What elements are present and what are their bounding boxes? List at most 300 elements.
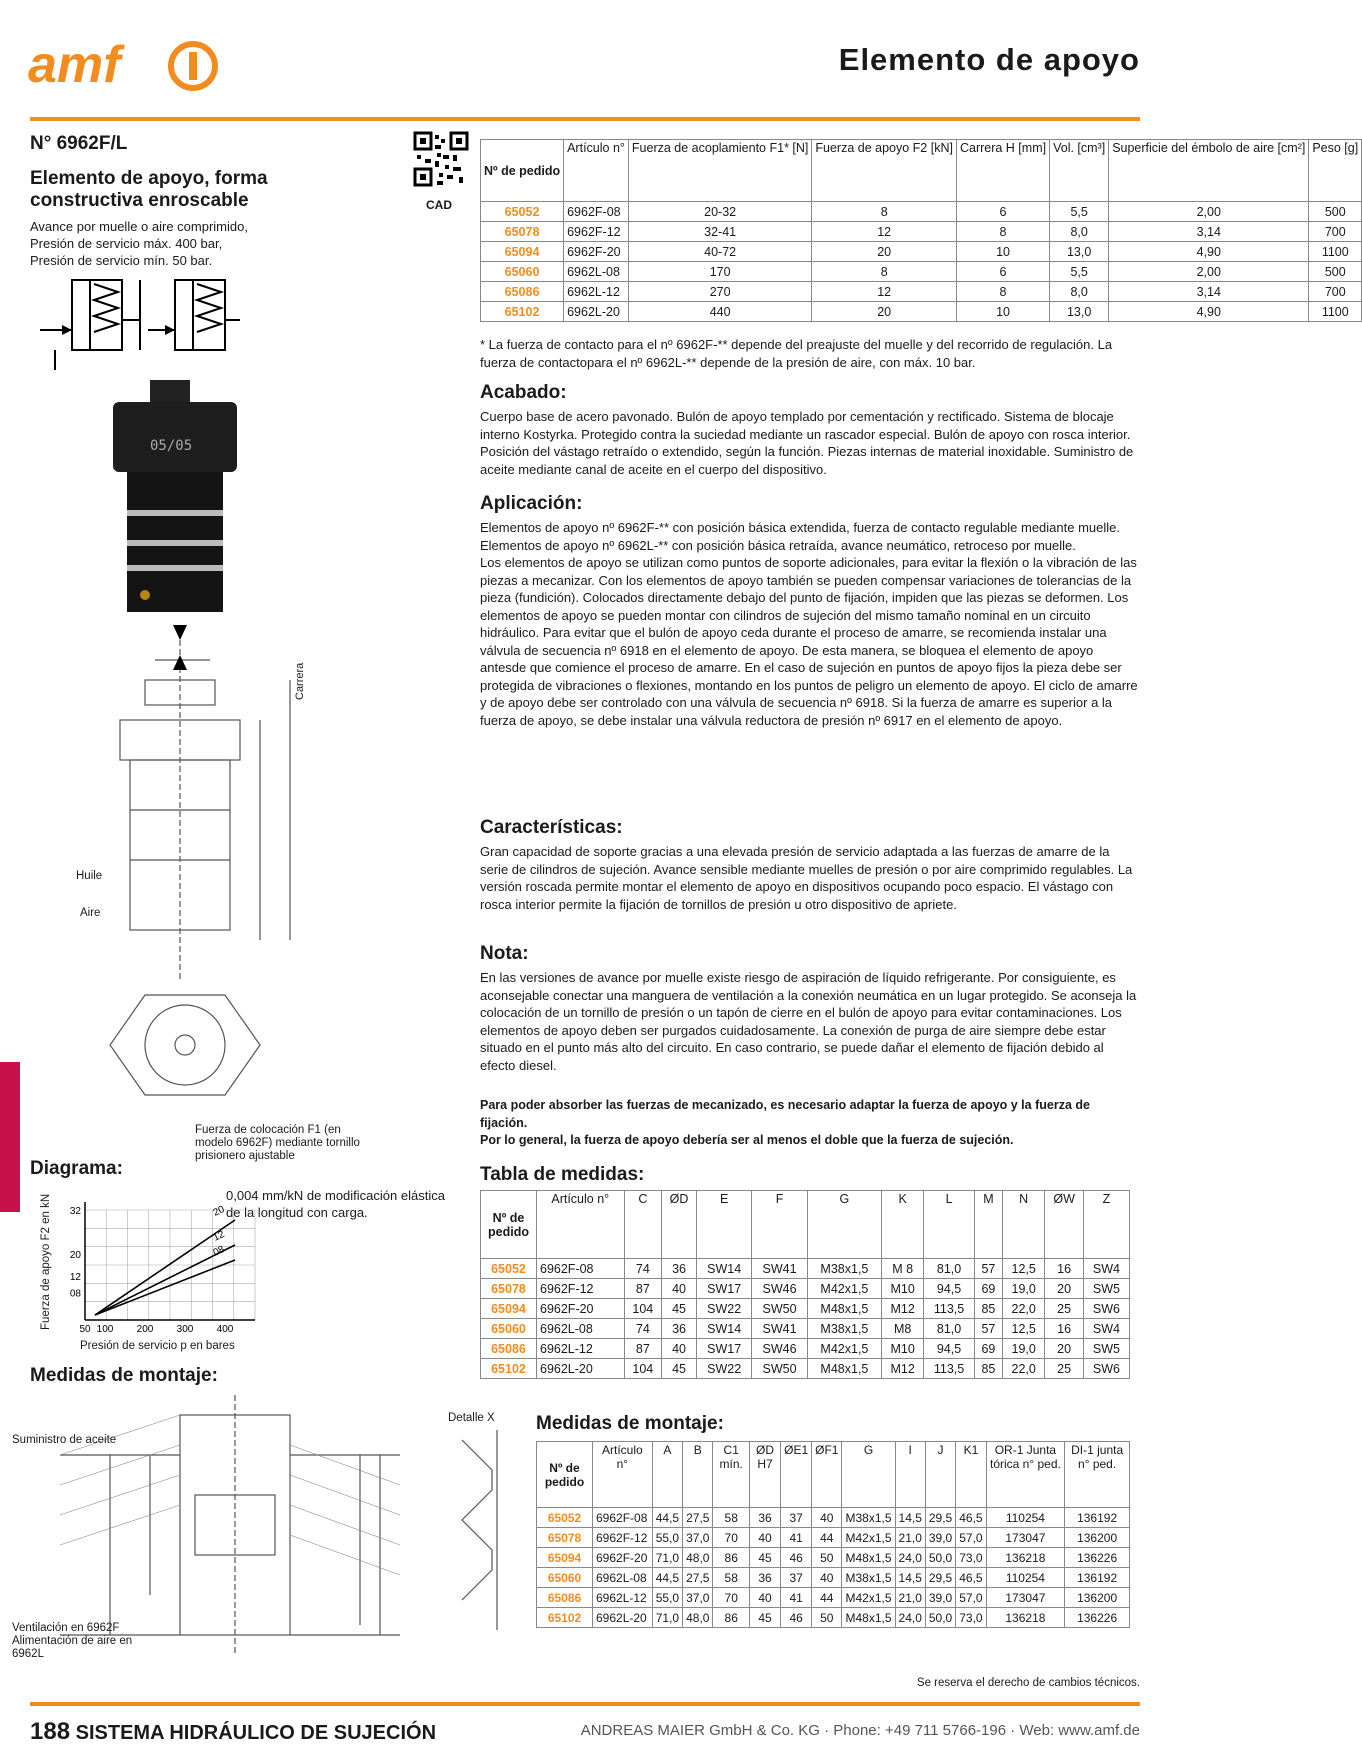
table-cell: 39,0 xyxy=(925,1588,955,1608)
table-cell: 6962L-12 xyxy=(593,1588,653,1608)
svg-text:05/05: 05/05 xyxy=(150,438,193,454)
table-cell: M12 xyxy=(882,1299,924,1319)
table-cell: 10 xyxy=(956,302,1049,322)
table-cell: 86 xyxy=(713,1548,750,1568)
table-cell: 440 xyxy=(628,302,811,322)
table-cell: M48x1,5 xyxy=(807,1359,881,1379)
table-cell: 58 xyxy=(713,1568,750,1588)
series-label: 08 xyxy=(211,1244,227,1259)
table-cell: SW41 xyxy=(752,1259,807,1279)
y-tick-label: 32 xyxy=(69,1206,81,1217)
product-description xyxy=(30,218,248,269)
order-code-cell[interactable]: 65052 xyxy=(481,202,564,222)
table-row xyxy=(481,262,1362,282)
col-header: Nº de pedido xyxy=(481,140,564,202)
fuerza-colocacion-label: Fuerza de colocación F1 (en modelo 6962F) mediante tornillo prisionero ajustable xyxy=(195,1124,360,1162)
table-cell: 36 xyxy=(749,1568,780,1588)
table-cell: 69 xyxy=(974,1339,1002,1359)
table-cell: 6962F-20 xyxy=(564,242,629,262)
table-cell: 6962L-12 xyxy=(564,282,629,302)
table-cell: M12 xyxy=(882,1359,924,1379)
paragraph: Elementos de apoyo nº 6962L-** con posición básica retraída, avance neumático, retroceso por muelle. xyxy=(480,537,1076,553)
table-cell: 270 xyxy=(628,282,811,302)
table-cell: M48x1,5 xyxy=(842,1548,895,1568)
table-cell: 6962L-08 xyxy=(537,1319,625,1339)
table-cell: 87 xyxy=(624,1279,662,1299)
diagram-heading: Diagrama: xyxy=(30,1158,123,1179)
order-code-cell[interactable]: 65078 xyxy=(537,1528,593,1548)
table-cell: 13,0 xyxy=(1050,302,1109,322)
footer-rule xyxy=(30,1702,1140,1706)
table-cell: SW6 xyxy=(1083,1359,1129,1379)
table-header-row xyxy=(481,1191,1130,1259)
table-cell: 81,0 xyxy=(924,1259,974,1279)
table-cell: 6 xyxy=(956,262,1049,282)
table-cell: 87 xyxy=(624,1339,662,1359)
order-code-cell[interactable]: 65052 xyxy=(537,1508,593,1528)
table-cell: 110254 xyxy=(986,1508,1065,1528)
col-header: A xyxy=(652,1442,682,1508)
table-cell: 700 xyxy=(1309,222,1362,242)
table-cell: 40 xyxy=(812,1568,842,1588)
svg-text:amf: amf xyxy=(28,36,121,94)
order-code-cell[interactable]: 65078 xyxy=(481,222,564,242)
table-cell: SW5 xyxy=(1083,1279,1129,1299)
table-cell: 1100 xyxy=(1309,242,1362,262)
table-cell: M10 xyxy=(882,1339,924,1359)
table-cell: 20 xyxy=(812,242,957,262)
table-row xyxy=(537,1608,1130,1628)
table-cell: 22,0 xyxy=(1003,1299,1045,1319)
table-cell: SW5 xyxy=(1083,1339,1129,1359)
table-cell: 44,5 xyxy=(652,1568,682,1588)
table-cell: 6962L-08 xyxy=(593,1568,653,1588)
table-cell: 46 xyxy=(781,1608,812,1628)
detalle-label: Detalle X xyxy=(448,1412,495,1424)
page-number: 188 xyxy=(30,1718,71,1745)
table-cell: 29,5 xyxy=(925,1568,955,1588)
aire-label: Aire xyxy=(80,907,101,919)
table-cell: 5,5 xyxy=(1050,202,1109,222)
product-subtitle xyxy=(30,168,360,212)
table-cell: 29,5 xyxy=(925,1508,955,1528)
nota-text: En las versiones de avance por muelle existe riesgo de aspiración de líquido refrigerante. Por consiguiente, es aconsejable conectar una manguera de ventilación a la conexión neumática en un lugar protegido. Se aconseja la colocación de un tornillo de presión o un tapón de cierre en el bulón de apoyo para evitar contaminaciones. Los elementos de apoyo deben ser purgados cuidadosamente. La conexión de purga de aire siempre debe estar situado en el punto más alto del circuito. En caso contrario, se puede dañar el elemento de fijación debido al efecto diesel. xyxy=(480,970,1137,1073)
mount-left-heading: Medidas de montaje: xyxy=(30,1365,218,1386)
table-cell: 81,0 xyxy=(924,1319,974,1339)
table-cell: SW17 xyxy=(696,1279,751,1299)
table-cell: 104 xyxy=(624,1299,662,1319)
table-cell: M8 xyxy=(882,1319,924,1339)
table-cell: 6962L-20 xyxy=(537,1359,625,1379)
table-cell: 6962L-20 xyxy=(593,1608,653,1628)
order-code-cell[interactable]: 65086 xyxy=(537,1588,593,1608)
order-code-cell[interactable]: 65060 xyxy=(537,1568,593,1588)
footer-company: ANDREAS MAIER GmbH & Co. KG · Phone: +49 711 5766-196 · Web: www.amf.de xyxy=(580,1722,1140,1739)
table-cell: 94,5 xyxy=(924,1279,974,1299)
ventilacion-label: Ventilación en 6962F Alimentación de aire en 6962L xyxy=(12,1622,133,1660)
table-cell: 12 xyxy=(812,222,957,242)
col-header: B xyxy=(683,1442,713,1508)
table-header-row xyxy=(537,1442,1130,1508)
diagram-note: 0,004 mm/kN de modificación elástica de la longitud con carga. xyxy=(226,1188,445,1220)
desc-line: Presión de servicio mín. 50 bar. xyxy=(30,253,213,268)
x-tick-label: 50 xyxy=(79,1324,91,1335)
table-cell: 8,0 xyxy=(1050,222,1109,242)
table-cell: 6962F-12 xyxy=(593,1528,653,1548)
table-cell: 22,0 xyxy=(1003,1359,1045,1379)
col-header: Nº de pedido xyxy=(537,1442,593,1508)
col-header: F xyxy=(752,1191,807,1259)
table-cell: 500 xyxy=(1309,262,1362,282)
table-row xyxy=(537,1548,1130,1568)
table-cell: 4,90 xyxy=(1109,242,1309,262)
table-cell: 104 xyxy=(624,1359,662,1379)
col-header: ØW xyxy=(1045,1191,1084,1259)
desc-line: Presión de servicio máx. 400 bar, xyxy=(30,236,223,251)
table-cell: 50,0 xyxy=(925,1608,955,1628)
table-cell: 14,5 xyxy=(895,1508,925,1528)
table-cell: 16 xyxy=(1045,1319,1084,1339)
table-cell: M38x1,5 xyxy=(842,1508,895,1528)
col-header: M xyxy=(974,1191,1002,1259)
table-cell: 6962L-08 xyxy=(564,262,629,282)
table-cell: 50 xyxy=(812,1608,842,1628)
table-cell: 40 xyxy=(749,1528,780,1548)
table-cell: M42x1,5 xyxy=(842,1588,895,1608)
table-cell: 21,0 xyxy=(895,1528,925,1548)
table-cell: 69 xyxy=(974,1279,1002,1299)
table-cell: 173047 xyxy=(986,1588,1065,1608)
table-cell: SW4 xyxy=(1083,1259,1129,1279)
hydraulic-symbol xyxy=(30,270,240,370)
table-cell: 136218 xyxy=(986,1548,1065,1568)
col-header: K1 xyxy=(956,1442,986,1508)
table-cell: 113,5 xyxy=(924,1299,974,1319)
table-cell: 2,00 xyxy=(1109,202,1309,222)
col-header: Artículo n° xyxy=(593,1442,653,1508)
table-cell: 40 xyxy=(812,1508,842,1528)
page-title: Elemento de apoyo xyxy=(838,42,1140,77)
suministro-label: Suministro de aceite xyxy=(12,1434,117,1446)
bold-note-line: Para poder absorber las fuerzas de mecanizado, es necesario adaptar la fuerza de apoyo y la fuerza de fijación. xyxy=(480,1098,1090,1130)
col-header: N xyxy=(1003,1191,1045,1259)
table-cell: M42x1,5 xyxy=(807,1279,881,1299)
order-code-cell[interactable]: 65060 xyxy=(481,1319,537,1339)
y-tick-label: 12 xyxy=(69,1272,81,1283)
table-cell: 27,5 xyxy=(683,1508,713,1528)
table-cell: 58 xyxy=(713,1508,750,1528)
table-cell: 85 xyxy=(974,1299,1002,1319)
carrera-label: Carrera xyxy=(294,662,306,700)
side-section-drawing xyxy=(60,640,310,990)
table-cell: 27,5 xyxy=(683,1568,713,1588)
order-code-cell[interactable]: 65086 xyxy=(481,282,564,302)
table-cell: 85 xyxy=(974,1359,1002,1379)
col-header: E xyxy=(696,1191,751,1259)
table-row xyxy=(481,242,1362,262)
table-cell: 136200 xyxy=(1065,1588,1130,1608)
order-code-cell[interactable]: 65102 xyxy=(481,302,564,322)
table-cell: 55,0 xyxy=(652,1528,682,1548)
diagram-xlabel: Presión de servicio p en bares xyxy=(80,1340,235,1352)
col-header: Artículo n° xyxy=(564,140,629,202)
table-cell: 32-41 xyxy=(628,222,811,242)
col-header: Artículo n° xyxy=(537,1191,625,1259)
table-cell: SW4 xyxy=(1083,1319,1129,1339)
table-cell: 74 xyxy=(624,1259,662,1279)
col-header: G xyxy=(807,1191,881,1259)
col-header: Nº de pedido xyxy=(481,1191,537,1259)
table-cell: 136192 xyxy=(1065,1568,1130,1588)
table-cell: 48,0 xyxy=(683,1548,713,1568)
table-cell: 16 xyxy=(1045,1259,1084,1279)
table-cell: 36 xyxy=(749,1508,780,1528)
table-cell: 24,0 xyxy=(895,1548,925,1568)
diagram-chart xyxy=(55,1195,265,1335)
table-cell: SW46 xyxy=(752,1279,807,1299)
col-header: ØE1 xyxy=(781,1442,812,1508)
main-table xyxy=(480,139,1362,322)
footer-left xyxy=(30,1718,436,1746)
table-cell: 46,5 xyxy=(956,1568,986,1588)
y-tick-label: 20 xyxy=(69,1250,81,1261)
table-cell: SW50 xyxy=(752,1359,807,1379)
table-row xyxy=(481,222,1362,242)
table-cell: 2,00 xyxy=(1109,262,1309,282)
table-cell: 40-72 xyxy=(628,242,811,262)
table-cell: 6962F-20 xyxy=(537,1299,625,1319)
table-cell: 500 xyxy=(1309,202,1362,222)
col-header: ØD H7 xyxy=(749,1442,780,1508)
table-cell: 173047 xyxy=(986,1528,1065,1548)
table-cell: 94,5 xyxy=(924,1339,974,1359)
table-cell: 55,0 xyxy=(652,1588,682,1608)
table-cell: 136192 xyxy=(1065,1508,1130,1528)
table-cell: SW46 xyxy=(752,1339,807,1359)
order-code-cell[interactable]: 65086 xyxy=(481,1339,537,1359)
desc-line: Avance por muelle o aire comprimido, xyxy=(30,219,248,234)
col-header: DI-1 junta n° ped. xyxy=(1065,1442,1130,1508)
table-cell: 46 xyxy=(781,1548,812,1568)
table-cell: 20 xyxy=(812,302,957,322)
table-row xyxy=(481,1279,1130,1299)
table-cell: 50 xyxy=(812,1548,842,1568)
table-cell: 37,0 xyxy=(683,1528,713,1548)
detail-drawing xyxy=(452,1430,532,1630)
table-cell: 73,0 xyxy=(956,1548,986,1568)
col-header: ØF1 xyxy=(812,1442,842,1508)
table-cell: 45 xyxy=(662,1359,697,1379)
table-cell: 40 xyxy=(662,1279,697,1299)
table-cell: M10 xyxy=(882,1279,924,1299)
col-header: Vol. [cm³] xyxy=(1050,140,1109,202)
table-cell: SW14 xyxy=(696,1259,751,1279)
table-row xyxy=(481,1339,1130,1359)
bold-note-line: Por lo general, la fuerza de apoyo debería ser al menos el doble que la fuerza de sujeción. xyxy=(480,1133,1014,1147)
cad-label: CAD xyxy=(426,198,452,212)
table-cell: 700 xyxy=(1309,282,1362,302)
table-cell: SW22 xyxy=(696,1299,751,1319)
table-cell: 136218 xyxy=(986,1608,1065,1628)
table-row xyxy=(481,302,1362,322)
table-row xyxy=(537,1528,1130,1548)
amf-logo xyxy=(28,38,218,94)
series-label: 12 xyxy=(211,1229,227,1244)
table-row xyxy=(537,1568,1130,1588)
table-row xyxy=(537,1588,1130,1608)
table-cell: 25 xyxy=(1045,1299,1084,1319)
table-cell: 19,0 xyxy=(1003,1339,1045,1359)
table-cell: 41 xyxy=(781,1588,812,1608)
table-cell: 57 xyxy=(974,1319,1002,1339)
footer-section: SISTEMA HIDRÁULICO DE SUJECIÓN xyxy=(75,1722,437,1744)
table-cell: 8,0 xyxy=(1050,282,1109,302)
x-tick-label: 100 xyxy=(96,1324,114,1335)
table-cell: 136226 xyxy=(1065,1608,1130,1628)
col-header: Carrera H [mm] xyxy=(956,140,1049,202)
order-code-cell[interactable]: 65094 xyxy=(537,1548,593,1568)
table-cell: SW14 xyxy=(696,1319,751,1339)
x-tick-label: 200 xyxy=(136,1324,154,1335)
table-cell: SW22 xyxy=(696,1359,751,1379)
mount-table xyxy=(536,1441,1130,1628)
table-cell: 3,14 xyxy=(1109,222,1309,242)
order-code-cell[interactable]: 65060 xyxy=(481,262,564,282)
table-cell: 86 xyxy=(713,1608,750,1628)
col-header: Fuerza de apoyo F2 [kN] xyxy=(812,140,957,202)
table-cell: 136226 xyxy=(1065,1548,1130,1568)
table-cell: SW17 xyxy=(696,1339,751,1359)
table-cell: 8 xyxy=(812,262,957,282)
table-cell: M38x1,5 xyxy=(807,1259,881,1279)
table-cell: 45 xyxy=(749,1548,780,1568)
table-cell: 44,5 xyxy=(652,1508,682,1528)
table-cell: 5,5 xyxy=(1050,262,1109,282)
order-code-cell[interactable]: 65102 xyxy=(537,1608,593,1628)
col-header: Fuerza de acoplamiento F1* [N] xyxy=(628,140,811,202)
table-row xyxy=(537,1508,1130,1528)
table-cell: 20-32 xyxy=(628,202,811,222)
table-row xyxy=(481,1299,1130,1319)
table-cell: 70 xyxy=(713,1588,750,1608)
paragraph: Los elementos de apoyo se utilizan como puntos de soporte adicionales, para evitar la flexión o la vibración de las piezas a mecanizar. Con los elementos de apoyo también se pueden compensar variaciones de tolerancias de la pieza (fundición). Colocados directamente debajo del punto de fijación, impiden que las piezas se deformen. Los elementos de apoyo se pueden montar con cilindros de sujeción del mismo tamaño nominal en un circuito hidráulico. Para evitar que el bulón de apoyo ceda durante el proceso de amarre, se recomienda instalar una válvula de secuencia nº 6918 en el elemento de apoyo. De esta manera, se bloquea el elemento de apoyo antesde que comience el proceso de amarre. En el caso de sujeción en puntos de apoyo fijos la pieza debe ser protegida de vibraciones o flexiones, montando en los puntos de peligro un elemento de apoyo. El ciclo de amarre y de apoyo debe ser controlado con una válvula de secuencia nº 6918. Si la fuerza de amarre es superior a la fuerza de apoyo, se debe instalar una válvula reductora de presión nº 6917 en el elemento de apoyo. xyxy=(480,555,1138,728)
table-cell: 45 xyxy=(749,1608,780,1628)
order-code-cell[interactable]: 65052 xyxy=(481,1259,537,1279)
table-row xyxy=(481,202,1362,222)
table-cell: 41 xyxy=(781,1528,812,1548)
x-tick-label: 300 xyxy=(176,1324,194,1335)
top-view-drawing xyxy=(105,990,265,1120)
table-cell: 74 xyxy=(624,1319,662,1339)
table-cell: 6962F-08 xyxy=(593,1508,653,1528)
table-cell: 8 xyxy=(812,202,957,222)
col-header: C1 mín. xyxy=(713,1442,750,1508)
table-cell: 44 xyxy=(812,1528,842,1548)
dims-table-heading: Tabla de medidas: xyxy=(480,1164,645,1185)
table-cell: 6962L-12 xyxy=(537,1339,625,1359)
order-code-cell[interactable]: 65078 xyxy=(481,1279,537,1299)
aplicacion-text xyxy=(480,519,1140,729)
table-cell: 73,0 xyxy=(956,1608,986,1628)
acabado-heading: Acabado: xyxy=(480,382,567,403)
order-code-cell[interactable]: 65094 xyxy=(481,1299,537,1319)
table-cell: 6962F-08 xyxy=(537,1259,625,1279)
table-cell: 110254 xyxy=(986,1568,1065,1588)
col-header: Z xyxy=(1083,1191,1129,1259)
table-cell: 24,0 xyxy=(895,1608,925,1628)
table-cell: 6962F-12 xyxy=(564,222,629,242)
table-cell: SW50 xyxy=(752,1299,807,1319)
table-cell: 12 xyxy=(812,282,957,302)
table-cell: 3,14 xyxy=(1109,282,1309,302)
qr-code[interactable] xyxy=(413,131,469,187)
table-cell: 57,0 xyxy=(956,1528,986,1548)
table-cell: 37 xyxy=(781,1508,812,1528)
table-cell: M48x1,5 xyxy=(807,1299,881,1319)
table-cell: 4,90 xyxy=(1109,302,1309,322)
table-cell: 45 xyxy=(662,1299,697,1319)
col-header: C xyxy=(624,1191,662,1259)
table-cell: 70 xyxy=(713,1528,750,1548)
order-code-cell[interactable]: 65102 xyxy=(481,1359,537,1379)
table-cell: 40 xyxy=(749,1588,780,1608)
table-cell: 6 xyxy=(956,202,1049,222)
mount-table-heading: Medidas de montaje: xyxy=(536,1413,724,1434)
table-cell: 46,5 xyxy=(956,1508,986,1528)
caracteristicas-text: Gran capacidad de soporte gracias a una elevada presión de servicio adaptada a las fuerzas de amarre de la serie de cilindros de sujeción. Avance sensible mediante muelles de presión o por aire comprimido regulables. La versión roscada permite montar el elemento de apoyo en dispositivos ocupando poco espacio. El vástago con rosca interior permite la fijación de tornillos de presión u otro dispositivo de apriete. xyxy=(480,844,1133,912)
header-rule xyxy=(30,117,1140,121)
col-header: Peso [g] xyxy=(1309,140,1362,202)
subtitle-line: constructiva enroscable xyxy=(30,190,249,211)
aplicacion-heading: Aplicación: xyxy=(480,493,583,514)
table-row xyxy=(481,282,1362,302)
table-cell: 36 xyxy=(662,1259,697,1279)
table-cell: 40 xyxy=(662,1339,697,1359)
table-row xyxy=(481,1259,1130,1279)
table-cell: 136200 xyxy=(1065,1528,1130,1548)
table-cell: 6962F-12 xyxy=(537,1279,625,1299)
table-header-row xyxy=(481,140,1362,202)
col-header: Superficie del émbolo de aire [cm²] xyxy=(1109,140,1309,202)
table-cell: 6962F-20 xyxy=(593,1548,653,1568)
table-cell: M 8 xyxy=(882,1259,924,1279)
main-table-footnote: * La fuerza de contacto para el nº 6962F-** depende del preajuste del muelle y del recorrido de regulación. La fuerza de contactopara el nº 6962L-** depende de la presión de aire, con máx. 10 bar. xyxy=(480,337,1113,370)
rights-note: Se reserva el derecho de cambios técnicos. xyxy=(916,1677,1140,1689)
table-cell: 8 xyxy=(956,222,1049,242)
diagram-ylabel: Fuerza de apoyo F2 en kN xyxy=(40,1193,52,1330)
table-cell: 8 xyxy=(956,282,1049,302)
table-cell: 13,0 xyxy=(1050,242,1109,262)
table-cell: 39,0 xyxy=(925,1528,955,1548)
order-code-cell[interactable]: 65094 xyxy=(481,242,564,262)
col-header: ØD xyxy=(662,1191,697,1259)
col-header: K xyxy=(882,1191,924,1259)
table-cell: M42x1,5 xyxy=(807,1339,881,1359)
product-number: N° 6962F/L xyxy=(30,133,128,154)
table-cell: 50,0 xyxy=(925,1548,955,1568)
col-header: G xyxy=(842,1442,895,1508)
table-cell: 71,0 xyxy=(652,1548,682,1568)
y-tick-label: 08 xyxy=(69,1288,81,1300)
side-tab xyxy=(0,1062,20,1212)
series-label: 20 xyxy=(211,1204,227,1219)
product-photo xyxy=(105,380,245,620)
table-cell: 36 xyxy=(662,1319,697,1339)
table-cell: 12,5 xyxy=(1003,1259,1045,1279)
acabado-text: Cuerpo base de acero pavonado. Bulón de apoyo templado por cementación y rectificado. Sistema de blocaje interno Kostyrka. Protegido contra la suciedad mediante un rascador especial. Bulón de apoyo con rosca interior. Posición del vástago retraído o extendido, según la función. Piezas internas de material inoxidable. Suministro de aceite mediante canal de aceite en el cuerpo del dispositivo. xyxy=(480,409,1134,477)
table-cell: 12,5 xyxy=(1003,1319,1045,1339)
table-cell: 44 xyxy=(812,1588,842,1608)
